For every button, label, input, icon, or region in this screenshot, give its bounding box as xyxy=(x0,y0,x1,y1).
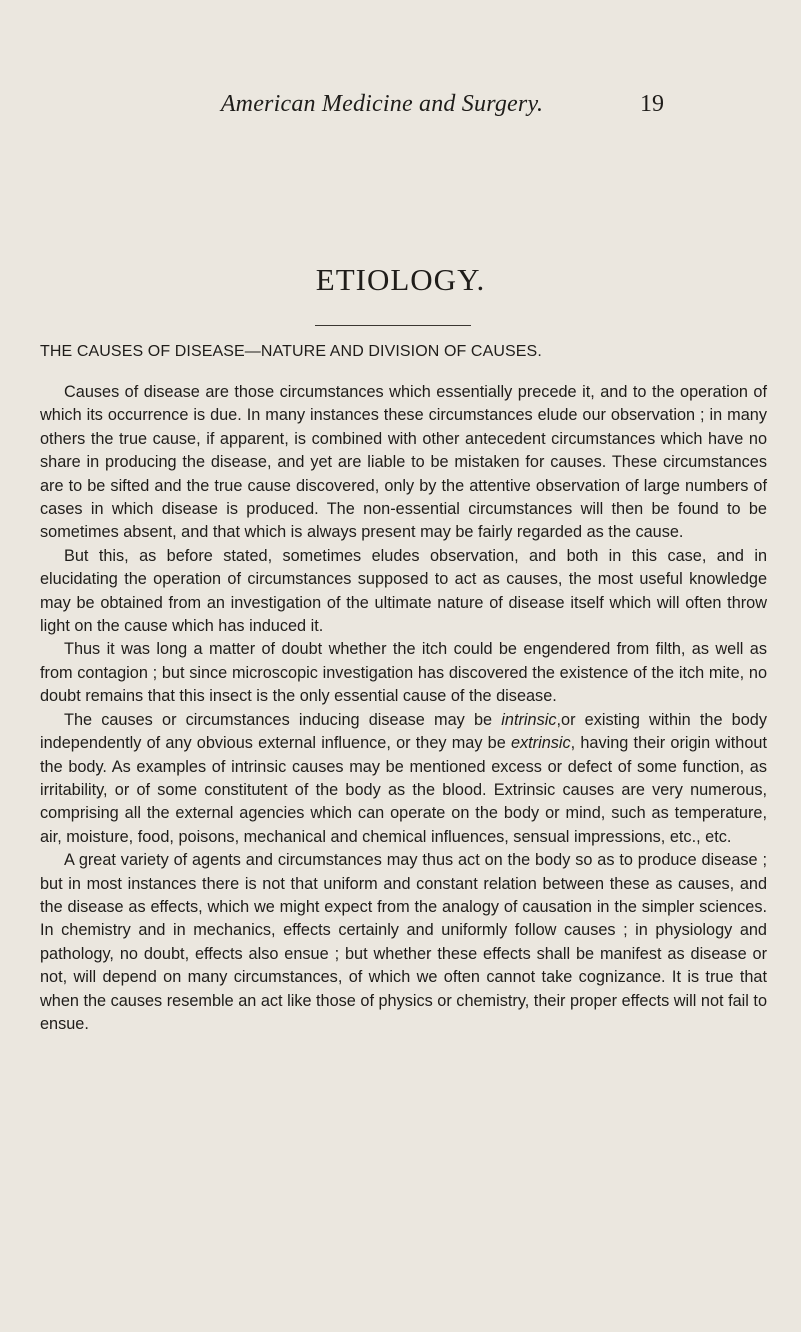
running-title: American Medicine and Surgery. xyxy=(220,91,544,117)
section-subheading: THE CAUSES OF DISEASE—NATURE AND DIVISION OF CAUSES. xyxy=(40,343,542,360)
body-text xyxy=(40,381,767,1036)
paragraph-4-part-1: The causes or circumstances inducing disease may be xyxy=(64,710,502,729)
paragraph-5: A great variety of agents and circumstances may thus act on the body so as to produce disease ; but in most instances there is not that uniform and constant relation between these as causes, and the disease as effects, which we might expect from the analogy of causation in the simpler sciences. In chemistry and in mechanics, effects certainly and uniformly follow causes ; in physiology and pathology, no doubt, effects also ensue ; but whether these effects shall be manifest as disease or not, will depend on many circumstances, of which we often cannot take cognizance. It is true that when the causes resemble an act like those of physics or chemistry, their proper effects will not fail to ensue. xyxy=(40,851,767,1033)
term-extrinsic: extrinsic xyxy=(510,734,571,753)
page-number: 19 xyxy=(640,91,664,117)
paragraph-3: Thus it was long a matter of doubt whether the itch could be engendered from filth, as well as from contagion ; but since microscopic investigation has discovered the existence of the itch mite, no doubt remains that this insect is the only essential cause of the disease. xyxy=(40,640,767,706)
paragraph-4 xyxy=(40,709,767,849)
paragraph-4-part-3: , having their origin without the body. As examples of intrinsic causes may be mentioned excess or defect of some function, as irritability, or of some constitutent of the body as the blood. Extrinsic causes are very numerous, comprising all the external agencies which can operate on the body or mind, such as temperature, air, moisture, food, poisons, mechanical and chemical influences, sensual impressions, etc., etc. xyxy=(40,734,767,846)
section-title: ETIOLOGY. xyxy=(315,262,486,297)
paragraph-4-part-2: ,or existing within the body independently of any obvious external influence, or they may be xyxy=(40,710,767,753)
paragraph-2: But this, as before stated, sometimes eludes observation, and both in this case, and in elucidating the operation of circumstances supposed to act as causes, the most useful knowledge may be obtained from an investigation of the ultimate nature of disease itself which will often throw light on the cause which has induced it. xyxy=(40,546,767,636)
title-rule xyxy=(315,325,471,326)
term-intrinsic: intrinsic xyxy=(501,710,557,729)
running-head xyxy=(0,91,801,121)
paragraph-1: Causes of disease are those circumstances which essentially precede it, and to the operation of which its occurrence is due. In many instances these circumstances elude our observation ; in many others the true cause, if apparent, is combined with other antecedent circumstances which have no share in producing the disease, and yet are liable to be mistaken for causes. These circumstances are to be sifted and the true cause discovered, only by the attentive observation of large numbers of cases in which disease is produced. The non-essential circumstances will then be found to be sometimes absent, and that which is always present may be fairly regarded as the cause. xyxy=(40,383,767,542)
